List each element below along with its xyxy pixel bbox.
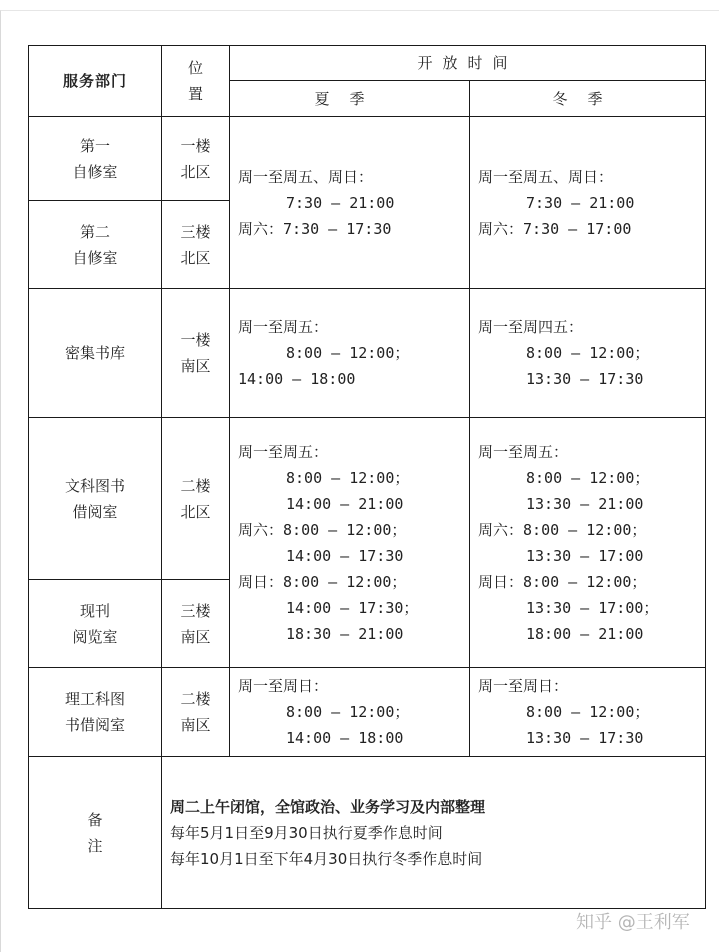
header-service-dept: 服务部门: [29, 46, 162, 117]
day-range-label: 周一至周五：: [238, 318, 329, 336]
dept-humanities: 文科图书 借阅室: [29, 418, 162, 580]
time-range: 18:30 — 21:00: [286, 624, 404, 643]
day-range-label: 周一至周五、周日：: [238, 167, 374, 186]
loc-periodicals: 三楼 南区: [162, 580, 230, 668]
dept-periodicals: 现刊 阅览室: [29, 580, 162, 668]
schedule-line: [478, 673, 705, 699]
schedule-line: [238, 517, 469, 543]
notes-summer-period: 每年5月1日至9月30日执行夏季作息时间: [170, 823, 443, 842]
schedule-line: [478, 725, 705, 751]
time-range: 18:00 — 21:00: [526, 624, 644, 643]
day-range-label: 周六：: [478, 520, 524, 539]
day-range-label: 周六：: [238, 219, 284, 238]
time-range: 8:00 — 12:00；: [523, 520, 647, 539]
time-range: 7:30 — 17:00: [523, 219, 632, 238]
time-range: 8:00 — 12:00；: [526, 344, 650, 362]
time-range: 14:00 — 21:00: [286, 494, 404, 513]
notes-label: 备 注: [29, 757, 162, 909]
winter-hours-dense-stacks: [470, 289, 706, 418]
time-range: 7:30 — 21:00: [526, 193, 635, 212]
schedule-lines: [478, 673, 705, 751]
schedule-lines: [238, 673, 469, 751]
schedule-line: [238, 725, 469, 751]
time-range: 13:30 — 21:00: [526, 494, 644, 513]
schedule-line: [238, 699, 469, 725]
summer-hours-dense-stacks: [230, 289, 470, 418]
schedule-line: [238, 314, 469, 340]
schedule-line: [238, 439, 469, 465]
day-range-label: 周一至周日：: [238, 677, 329, 695]
time-range: 8:00 — 12:00；: [526, 468, 650, 487]
schedule-line: [478, 699, 705, 725]
schedule-line: [238, 465, 469, 491]
winter-hours-study-rooms: [470, 117, 706, 289]
time-range: 8:00 — 12:00；: [286, 468, 410, 487]
schedule-line: [478, 366, 705, 392]
dept-science: 理工科图 书借阅室: [29, 668, 162, 757]
schedule-line: [478, 190, 705, 216]
time-range: 13:30 — 17:30: [526, 370, 644, 388]
time-range: 8:00 — 12:00；: [283, 520, 407, 539]
schedule-line: [238, 621, 469, 647]
loc-study-room-1: 一楼 北区: [162, 117, 230, 201]
time-range: 7:30 — 17:30: [283, 219, 392, 238]
zhihu-watermark: 知乎 @王利军: [576, 912, 690, 933]
notes-closure-line: 周二上午闭馆，全馆政治、业务学习及内部整理: [170, 797, 486, 816]
header-summer: 夏季: [230, 81, 470, 117]
time-range: 8:00 — 12:00；: [526, 703, 650, 721]
summer-hours-study-rooms: [230, 117, 470, 289]
winter-hours-humanities-periodicals: [470, 418, 706, 668]
time-range: 13:30 — 17:30: [526, 729, 644, 747]
header-location: [162, 46, 230, 117]
summer-hours-science: [230, 668, 470, 757]
day-range-label: 周一至周五：: [478, 442, 569, 461]
schedule-line: [478, 340, 705, 366]
schedule-line: [238, 340, 469, 366]
day-range-label: 周日：: [478, 572, 524, 591]
schedule-line: [238, 595, 469, 621]
schedule-line: [238, 190, 469, 216]
schedule-line: [238, 366, 469, 392]
schedule-line: [238, 543, 469, 569]
schedule-lines: [238, 164, 469, 242]
opening-hours-table: [28, 45, 706, 909]
header-location-line2: 置: [187, 85, 203, 103]
time-range: 8:00 — 12:00；: [286, 703, 410, 721]
dept-dense-stacks: 密集书库: [29, 289, 162, 418]
time-range: 13:30 — 17:00；: [526, 598, 659, 617]
schedule-line: [478, 543, 705, 569]
notes-content: [162, 757, 706, 909]
schedule-line: [478, 164, 705, 190]
header-winter: 冬季: [470, 81, 706, 117]
summer-hours-humanities-periodicals: [230, 418, 470, 668]
schedule-lines: [238, 314, 469, 392]
header-opening-hours: 开放时间: [230, 46, 706, 81]
schedule-line: [478, 314, 705, 340]
schedule-line: [478, 595, 705, 621]
time-range: 14:00 — 17:30；: [286, 598, 419, 617]
schedule-line: [238, 569, 469, 595]
loc-humanities: 二楼 北区: [162, 418, 230, 580]
day-range-label: 周一至周日：: [478, 677, 569, 695]
loc-dense-stacks: 一楼 南区: [162, 289, 230, 418]
day-range-label: 周六：: [478, 219, 524, 238]
schedule-line: [478, 216, 705, 242]
schedule-line: [238, 216, 469, 242]
time-range: 8:00 — 12:00；: [286, 344, 410, 362]
time-range: 13:30 — 17:00: [526, 546, 644, 565]
time-range: 8:00 — 12:00；: [523, 572, 647, 591]
day-range-label: 周一至周五：: [238, 442, 329, 461]
header-location-line1: 位: [187, 59, 203, 77]
schedule-line: [478, 439, 705, 465]
day-range-label: 周日：: [238, 572, 284, 591]
time-range: 14:00 — 17:30: [286, 546, 404, 565]
time-range: 7:30 — 21:00: [286, 193, 395, 212]
day-range-label: 周一至周五、周日：: [478, 167, 614, 186]
schedule-lines: [478, 314, 705, 392]
winter-hours-science: [470, 668, 706, 757]
schedule-lines: [478, 164, 705, 242]
schedule-lines: [238, 439, 469, 647]
schedule-line: [478, 517, 705, 543]
time-range: 14:00 — 18:00: [238, 370, 356, 388]
schedule-line: [478, 465, 705, 491]
dept-study-room-1: 第一 自修室: [29, 117, 162, 201]
schedule-line: [478, 491, 705, 517]
loc-science: 二楼 南区: [162, 668, 230, 757]
day-range-label: 周一至周四五：: [478, 318, 584, 336]
dept-study-room-2: 第二 自修室: [29, 201, 162, 289]
schedule-line: [478, 621, 705, 647]
schedule-lines: [478, 439, 705, 647]
loc-study-room-2: 三楼 北区: [162, 201, 230, 289]
time-range: 14:00 — 18:00: [286, 729, 404, 747]
schedule-line: [238, 164, 469, 190]
schedule-line: [238, 673, 469, 699]
time-range: 8:00 — 12:00；: [283, 572, 407, 591]
schedule-line: [238, 491, 469, 517]
schedule-line: [478, 569, 705, 595]
notes-winter-period: 每年10月1日至下年4月30日执行冬季作息时间: [170, 849, 483, 868]
day-range-label: 周六：: [238, 520, 284, 539]
